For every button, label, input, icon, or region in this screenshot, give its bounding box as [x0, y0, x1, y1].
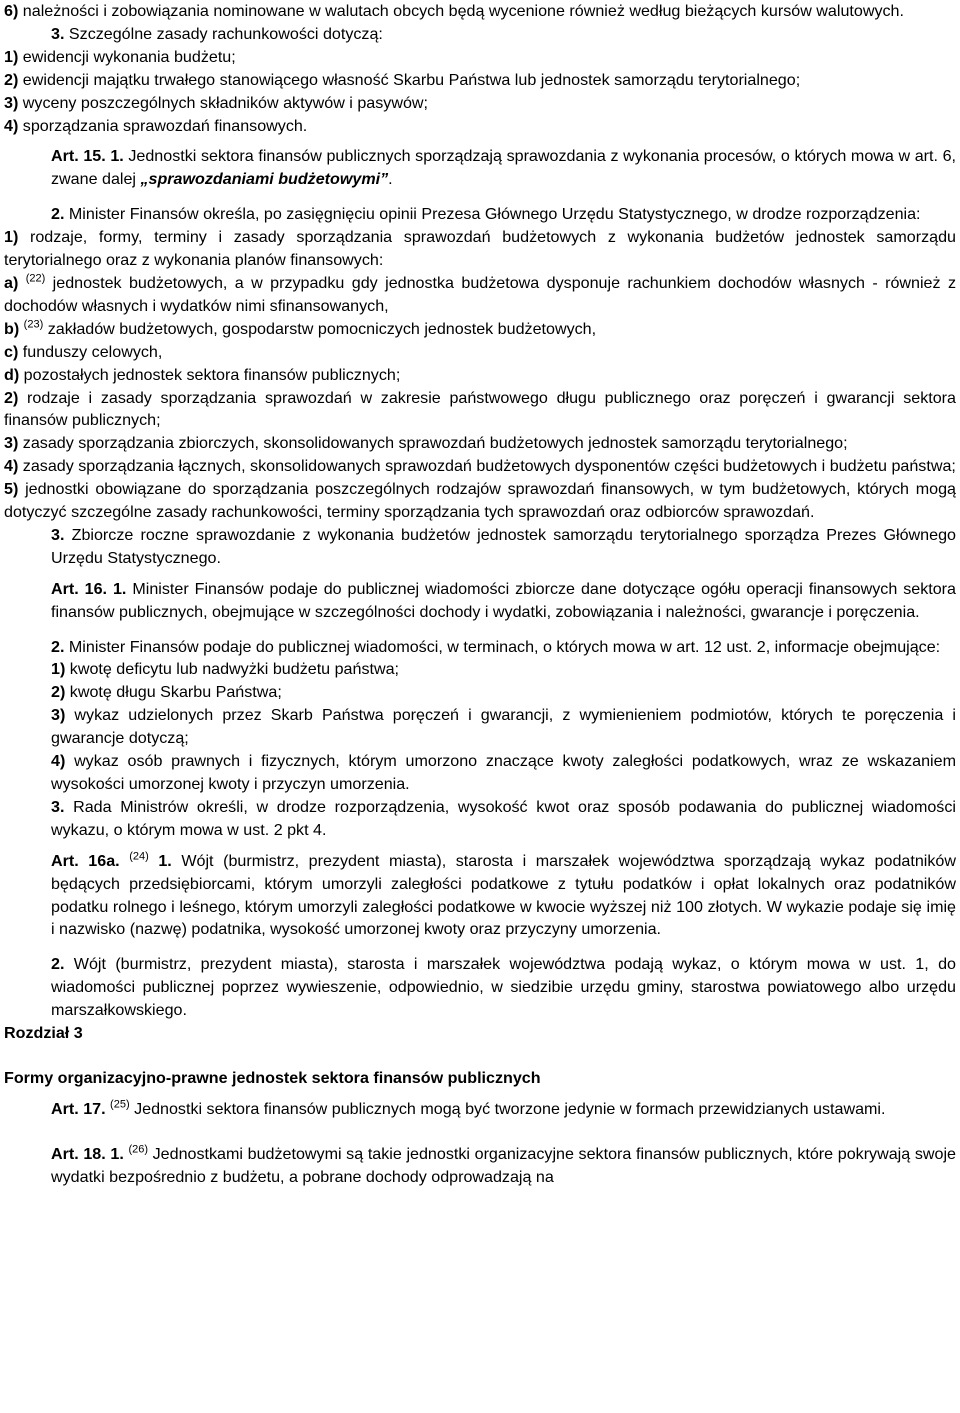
paragraph-l14: [4, 387, 956, 433]
paragraph-l09: [4, 226, 956, 272]
body-text: Jednostki sektora finansów publicznych mogą być tworzone jedynie w formach przewidzianych ustawami.: [129, 1099, 886, 1118]
paragraph-l27: [4, 953, 956, 1022]
paragraph-gap: [4, 191, 956, 203]
body-text: zasady sporządzania łącznych, skonsolidowanych sprawozdań budżetowych dysponentów części budżetowych i budżetu państwa;: [22, 457, 956, 476]
bold-text: 2.: [51, 637, 69, 656]
footnote-marker: (22): [25, 272, 46, 285]
footnote-marker: (26): [128, 1143, 148, 1156]
bold-text: d): [4, 365, 24, 384]
body-text: rodzaje i zasady sporządzania sprawozdań w zakresie państwowego długu publicznego oraz poręczeń i gwarancji sektora finansów publicznych;: [4, 388, 956, 430]
body-text: pozostałych jednostek sektora finansów publicznych;: [23, 365, 401, 384]
body-text: jednostki obowiązane do sporządzania poszczególnych rodzajów sprawozdań finansowych, w tym budżetowych, których mogą dotyczyć szczególne zasady rachunkowości, terminy sporządzania tych sprawozdań oraz odbiorców sprawozdań.: [4, 480, 956, 522]
paragraph-l06: [4, 115, 956, 138]
paragraph-l11: [4, 318, 956, 341]
paragraph-l12: [4, 341, 956, 364]
bold-text: Art. 16a.: [51, 851, 130, 870]
bold-text: Art. 16. 1.: [51, 579, 133, 598]
bold-text: 1.: [148, 851, 182, 870]
body-text: kwotę długu Skarbu Państwa;: [69, 683, 282, 702]
paragraph-l15: [4, 432, 956, 455]
bold-text: 2): [4, 388, 28, 407]
paragraph-l24: [4, 750, 956, 796]
bold-text: b): [4, 319, 24, 338]
body-text: funduszy celowych,: [22, 342, 163, 361]
paragraph-gap: [4, 1121, 956, 1143]
bold-text: 3): [4, 93, 23, 112]
paragraph-l31: [4, 1143, 956, 1189]
paragraph-l01: [4, 0, 956, 23]
paragraph-l03: [4, 46, 956, 69]
body-text: sporządzania sprawozdań finansowych.: [22, 116, 308, 135]
bold-text: 2.: [51, 205, 69, 224]
paragraph-l23: [4, 704, 956, 750]
footnote-marker: (23): [23, 318, 44, 331]
body-text: Jednostkami budżetowymi są takie jednostki organizacyjne sektora finansów publicznych, które pokrywają swoje wydatki bezpośrednio z budżetu, a pobrane dochody odprowadzają na: [51, 1144, 956, 1186]
body-text: Minister Finansów określa, po zasięgnięciu opinii Prezesa Głównego Urzędu Statystycznego, w drodze rozporządzenia:: [68, 205, 921, 224]
bold-text: 6): [4, 2, 23, 20]
document-page: [4, 0, 956, 1189]
paragraph-l17: [4, 478, 956, 524]
paragraph-gap: [4, 624, 956, 636]
body-text: Wójt (burmistrz, prezydent miasta), starosta i marszałek województwa sporządzają wykaz podatników będących przedsiębiorcami, którym umorzyli zaległości podatkowe z tytułu podatków i opłat lokalnych oraz podatników podatku rolnego i leśnego, którym umorzyli zaległości podatkowe w kwocie wyższej niż 100 złotych. W wykazie podaje się imię i nazwisko (nazwę) podatnika, wysokość umorzonej kwoty oraz przyczyny umorzenia.: [51, 851, 956, 939]
body-text: zasady sporządzania zbiorczych, skonsolidowanych sprawozdań budżetowych jednostek samorządu terytorialnego;: [22, 434, 848, 453]
body-text: Minister Finansów podaje do publicznej wiadomości zbiorcze dane dotyczące ogółu operacji finansowych sektora finansów publicznych, obejmujące w szczególności dochody i wydatki, zobowiązania i należności, gwarancje i poręczenia.: [51, 579, 956, 621]
body-text: jednostek budżetowych, a w przypadku gdy jednostka budżetowa dysponuje rachunkiem dochodów własnych - również z dochodów własnych i wydatków nimi sfinansowanych,: [4, 273, 956, 315]
bold-text: 2.: [51, 955, 74, 974]
body-text: ewidencji majątku trwałego stanowiącego własność Skarbu Państwa lub jednostek samorządu terytorialnego;: [22, 70, 801, 89]
bold-text: 1): [4, 228, 30, 247]
body-text: rodzaje, formy, terminy i zasady sporządzania sprawozdań budżetowych z wykonania budżetów jednostek samorządu terytorialnego oraz z wykonania planów finansowych:: [4, 228, 956, 270]
bold-text: 3.: [51, 24, 69, 43]
paragraph-gap: [4, 941, 956, 953]
paragraph-l07: [4, 145, 956, 191]
paragraph-l02: [4, 23, 956, 46]
bold-text: 1): [51, 660, 70, 679]
bold-text: 2): [51, 683, 70, 702]
body-text: kwotę deficytu lub nadwyżki budżetu państwa;: [69, 660, 400, 679]
body-text: Zbiorcze roczne sprawozdanie z wykonania budżetów jednostek samorządu terytorialnego sporządza Prezes Głównego Urzędu Statystycznego.: [51, 525, 956, 567]
emphasis-text: „sprawozdaniami budżetowymi”: [140, 170, 389, 189]
bold-text: 3): [51, 706, 75, 725]
paragraph-gap: [4, 570, 956, 578]
paragraph-l26: [4, 850, 956, 942]
paragraph-gap: [4, 1045, 956, 1067]
body-text: ewidencji wykonania budżetu;: [22, 47, 236, 66]
body-text: Szczególne zasady rachunkowości dotyczą:: [68, 24, 383, 43]
bold-text: 4): [4, 457, 23, 476]
bold-text: 3.: [51, 797, 74, 816]
bold-text: Art. 15. 1.: [51, 147, 129, 166]
paragraph-l08: [4, 203, 956, 226]
paragraph-l25: [4, 796, 956, 842]
paragraph-l30: [4, 1098, 956, 1121]
bold-text: 1): [4, 47, 23, 66]
body-text: wykaz osób prawnych i fizycznych, którym umorzono znaczące kwoty zaległości podatkowych, wraz ze wskazaniem wysokości umorzonej kwoty i przyczyn umorzenia.: [51, 752, 956, 793]
bold-text: Art. 17.: [51, 1099, 111, 1118]
bold-text: 5): [4, 480, 26, 499]
bold-text: Formy organizacyjno-prawne jednostek sektora finansów publicznych: [4, 1068, 541, 1087]
bold-text: 3): [4, 434, 23, 453]
body-text: wykaz udzielonych przez Skarb Państwa poręczeń i gwarancji, z wymienieniem podmiotów, których te poręczenia i gwarancje dotyczą;: [51, 706, 956, 748]
paragraph-l22: [4, 681, 956, 704]
footnote-marker: (25): [110, 1098, 130, 1111]
body-text: Minister Finansów podaje do publicznej wiadomości, w terminach, o których mowa w art. 12 ust. 2, informacje obejmujące:: [68, 637, 941, 656]
footnote-marker: (24): [129, 850, 149, 863]
bold-text: Art. 18. 1.: [51, 1144, 129, 1163]
body-text: wyceny poszczególnych składników aktywów i pasywów;: [22, 93, 428, 112]
body-text: należności i zobowiązania nominowane w walutach obcych będą wycenione również według bieżących kursów walutowych.: [22, 2, 904, 20]
paragraph-l16: [4, 455, 956, 478]
paragraph-gap: [4, 842, 956, 850]
paragraph-gap: [4, 1090, 956, 1098]
body-text: Rada Ministrów określi, w drodze rozporządzenia, wysokość kwot oraz sposób podawania do publicznej wiadomości wykazu, o którym mowa w ust. 2 pkt 4.: [51, 797, 956, 839]
paragraph-l13: [4, 364, 956, 387]
paragraph-l18: [4, 524, 956, 570]
paragraph-l05: [4, 92, 956, 115]
paragraph-l04: [4, 69, 956, 92]
bold-text: Rozdział 3: [4, 1024, 83, 1043]
paragraph-l19: [4, 578, 956, 624]
paragraph-l28: [4, 1022, 956, 1045]
bold-text: 3.: [51, 525, 72, 544]
paragraph-l29: [4, 1067, 956, 1090]
paragraph-l21: [4, 658, 956, 681]
paragraph-l20: [4, 636, 956, 659]
paragraph-l10: [4, 272, 956, 318]
bold-text: 2): [4, 70, 23, 89]
body-text: zakładów budżetowych, gospodarstw pomocniczych jednostek budżetowych,: [43, 319, 597, 338]
body-text: Jednostki sektora finansów publicznych sporządzają sprawozdania z wykonania procesów, o których mowa w art. 6, zwane dalej: [51, 147, 956, 189]
bold-text: 4): [51, 752, 75, 771]
body-text: Wójt (burmistrz, prezydent miasta), starosta i marszałek województwa podają wykaz, o którym mowa w ust. 1, do wiadomości publicznej poprzez wywieszenie, odpowiednio, w siedzibie urzędu gminy, starostwa powiatowego albo urzędu marszałkowskiego.: [51, 955, 956, 1020]
bold-text: c): [4, 342, 23, 361]
bold-text: a): [4, 273, 26, 292]
body-text: .: [388, 170, 393, 189]
bold-text: 4): [4, 116, 23, 135]
paragraph-gap: [4, 137, 956, 145]
